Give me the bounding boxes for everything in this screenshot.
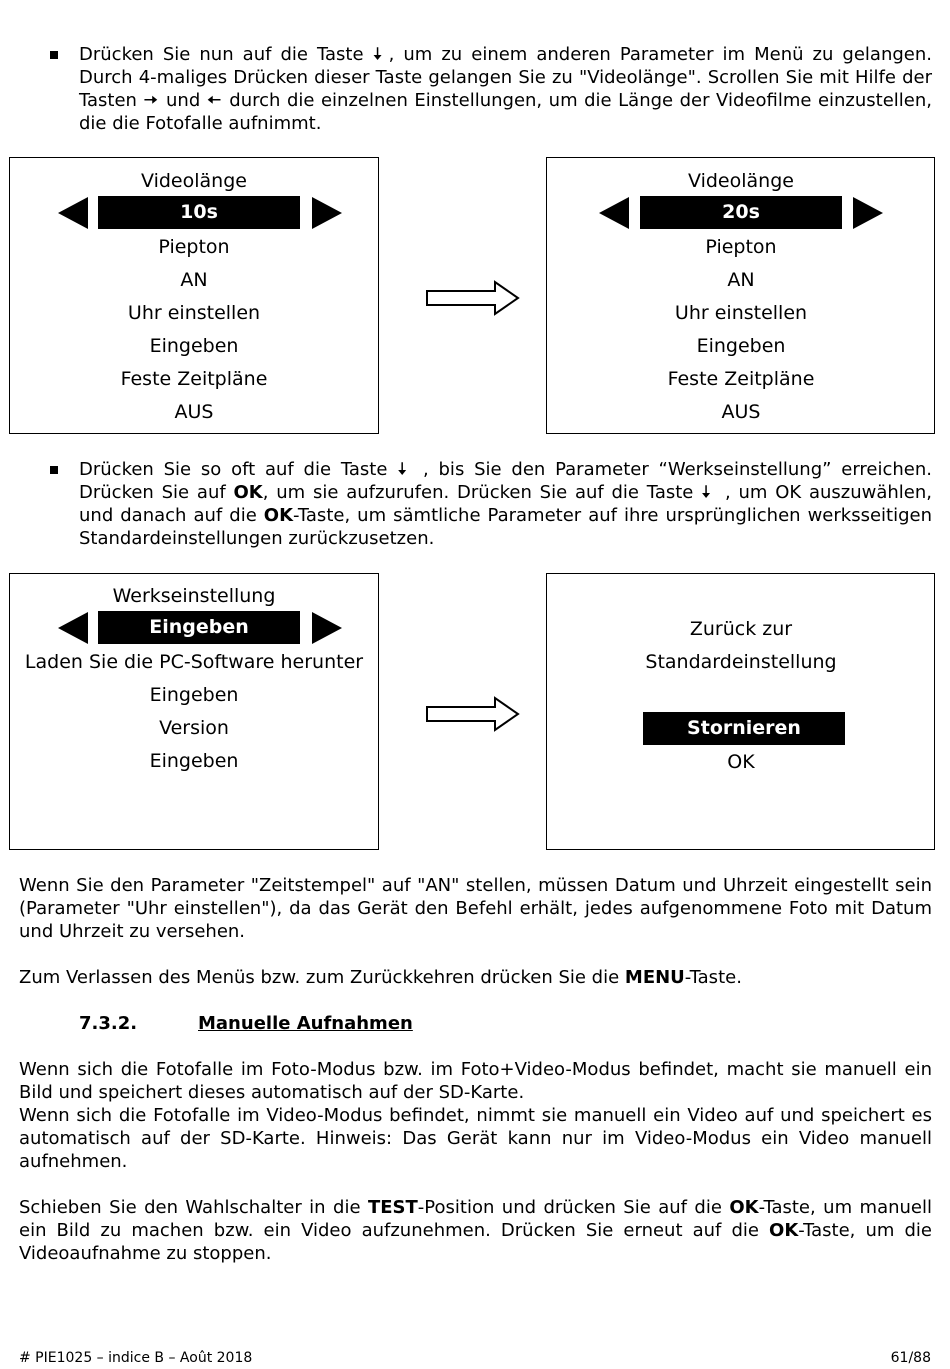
menu-line: AUS xyxy=(174,401,214,423)
confirm-line: Standardeinstellung xyxy=(645,651,837,673)
paragraph-video-mode: Wenn sich die Fotofalle im Video-Modus befindet, nimmt sie manuell ein Video auf und speichert es automatisch auf der SD-Karte. Hinweis: Das Gerät kann nur im Video-Modus ein Video manuell aufnehmen. xyxy=(19,1105,932,1172)
transition-arrow-icon xyxy=(426,280,520,316)
menu-screen-video-length-before xyxy=(9,157,379,434)
bullet-marker xyxy=(50,51,58,59)
section-number: 7.3.2. xyxy=(79,1013,138,1034)
arrow-right-icon: 🠆 xyxy=(143,90,159,111)
bullet-text: Drücken Sie so oft auf die Taste 🠇 , bis Sie den Parameter “Werkseinstellung” erreichen. Drücken Sie auf OK, um sie aufzurufen. Drücken Sie auf die Taste 🠇 , um OK auszuwählen, und danach auf die OK-Taste, um sämtliche Parameter auf ihre ursprünglichen werksseitigen Standardeinstellungen zurückzusetzen. xyxy=(79,459,933,549)
bullet-factory-reset xyxy=(48,458,932,550)
menu-line: AN xyxy=(180,269,208,291)
triangle-left-icon xyxy=(599,197,629,229)
menu-line: Eingeben xyxy=(149,684,239,706)
arrow-down-icon: 🠇 xyxy=(397,459,408,480)
menu-title: Videolänge xyxy=(141,170,247,192)
arrow-down-icon: 🠇 xyxy=(372,44,383,65)
confirm-line: Zurück zur xyxy=(689,618,793,640)
menu-screen-video-length-after xyxy=(546,157,935,434)
bullet-video-length xyxy=(48,43,932,135)
footer-page-number: 61/88 xyxy=(890,1350,931,1366)
menu-line: Laden Sie die PC-Software herunter xyxy=(24,651,364,673)
paragraph-exit-menu: Zum Verlassen des Menüs bzw. zum Zurückkehren drücken Sie die MENU-Taste. xyxy=(19,967,742,988)
transition-arrow-icon xyxy=(426,696,520,732)
selected-option-cancel: Stornieren xyxy=(643,712,845,745)
triangle-right-icon xyxy=(853,197,883,229)
menu-line: Version xyxy=(159,717,229,739)
menu-line: Feste Zeitpläne xyxy=(120,368,268,390)
triangle-right-icon xyxy=(312,197,342,229)
triangle-left-icon xyxy=(58,612,88,644)
menu-screen-reset-confirm xyxy=(546,573,935,850)
menu-title: Videolänge xyxy=(688,170,794,192)
selected-value: 10s xyxy=(98,196,300,229)
menu-line: AUS xyxy=(721,401,761,423)
selected-value: 20s xyxy=(640,196,842,229)
menu-line: Piepton xyxy=(158,236,230,258)
paragraph-photo-mode: Wenn sich die Fotofalle im Foto-Modus bzw. im Foto+Video-Modus befindet, macht sie manuell ein Bild und speichert dieses automatisch auf der SD-Karte. xyxy=(19,1059,932,1103)
menu-line: Uhr einstellen xyxy=(127,302,261,324)
menu-line: Eingeben xyxy=(149,750,239,772)
menu-line: Eingeben xyxy=(696,335,786,357)
paragraph-timestamp: Wenn Sie den Parameter "Zeitstempel" auf "AN" stellen, müssen Datum und Uhrzeit eingestellt sein (Parameter "Uhr einstellen"), da das Gerät den Befehl erhält, jedes aufgenommene Foto mit Datum und Uhrzeit zu versehen. xyxy=(19,875,932,942)
section-title: Manuelle Aufnahmen xyxy=(198,1013,413,1034)
menu-line: Uhr einstellen xyxy=(674,302,808,324)
option-ok: OK xyxy=(727,751,755,773)
menu-line: Piepton xyxy=(705,236,777,258)
triangle-right-icon xyxy=(312,612,342,644)
menu-title: Werkseinstellung xyxy=(112,585,276,607)
bullet-marker xyxy=(50,466,58,474)
menu-screen-factory-setting xyxy=(9,573,379,850)
menu-line: Feste Zeitpläne xyxy=(667,368,815,390)
arrow-down-icon: 🠇 xyxy=(701,482,712,503)
footer-document-ref: # PIE1025 – indice B – Août 2018 xyxy=(19,1350,253,1366)
triangle-left-icon xyxy=(58,197,88,229)
arrow-left-icon: 🠄 xyxy=(206,90,222,111)
paragraph-test-position: Schieben Sie den Wahlschalter in die TEST-Position und drücken Sie auf die OK-Taste, um manuell ein Bild zu machen bzw. ein Video aufzunehmen. Drücken Sie erneut auf die OK-Taste, um die Videoaufnahme zu stoppen. xyxy=(19,1197,932,1264)
menu-line: AN xyxy=(727,269,755,291)
bullet-text: Drücken Sie nun auf die Taste 🠇 , um zu einem anderen Parameter im Menü zu gelangen. Durch 4-maliges Drücken dieser Taste gelangen Sie zu "Videolänge". Scrollen Sie mit Hilfe der Tasten 🠆 und 🠄 durch die einzelnen Einstellungen, um die Länge der Videofilme einzustellen, die die Fotofalle aufnimmt. xyxy=(79,44,933,134)
selected-value: Eingeben xyxy=(98,611,300,644)
menu-line: Eingeben xyxy=(149,335,239,357)
